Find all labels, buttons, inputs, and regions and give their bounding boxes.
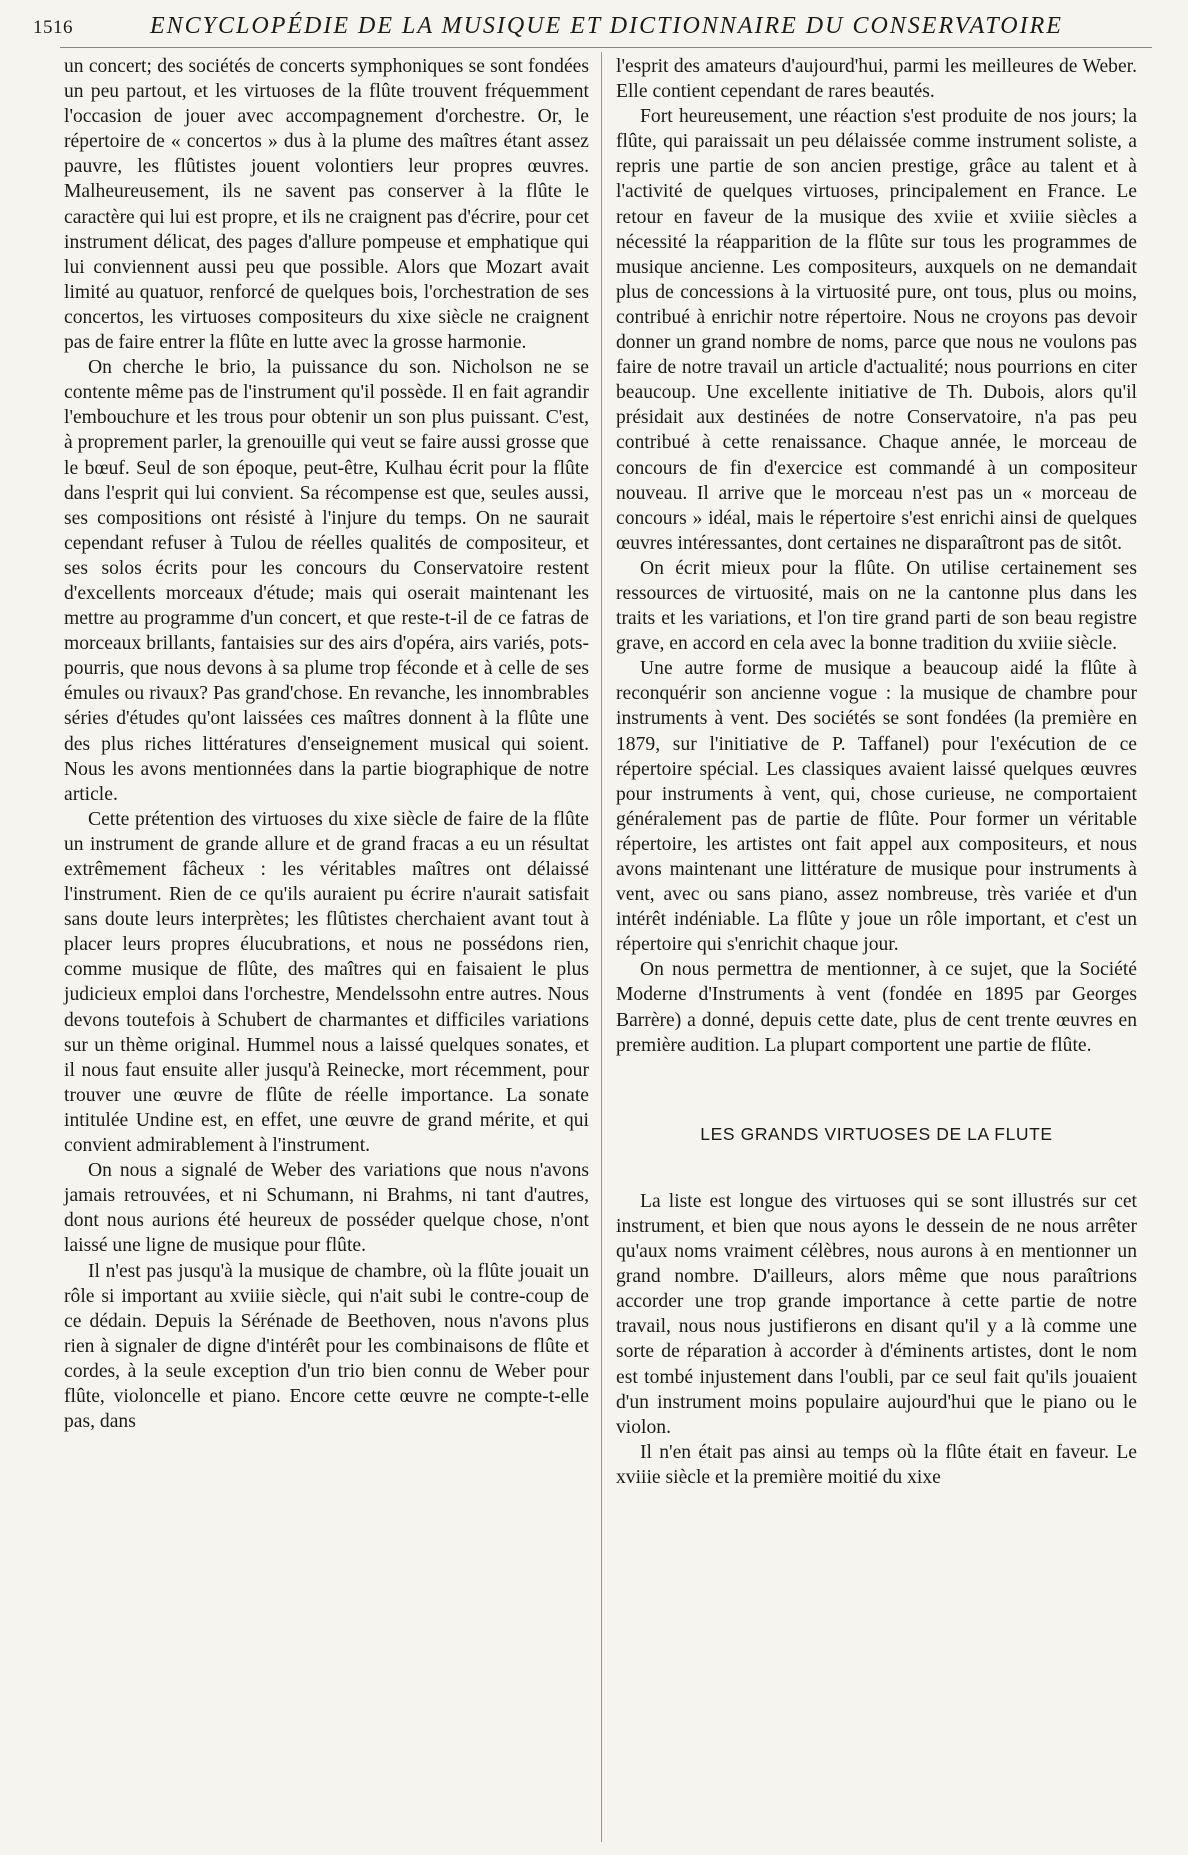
paragraph: On cherche le brio, la puissance du son. Nicholson ne se contente même pas de l'instrument qu'il possède. Il en fait agrandir l'embouchure et les trous pour obtenir un son plus puissant. C'est, à proprement parler, la grenouille qui veut se faire aussi grosse que le bœuf. Seul de son époque, peut-être, Kulhau écrit pour la flûte dans l'esprit qui lui convient. Sa récompense est que, seules aussi, ses compositions ont résisté à l'injure du temps. On ne saurait cependant refuser à Tulou de réelles qualités de compositeur, et ses solos écrits pour les concours du Conservatoire restent d'excellents morceaux d'étude; mais qui oserait maintenant les mettre au programme d'un concert, et que reste-t-il de ce fatras de morceaux brillants, fantaisies sur des airs d'opéra, airs variés, pots-pourris, que nous devons à sa plume trop féconde et à celle de ses émules ou rivaux? Pas grand'chose. En revanche, les innombrables séries d'études qu'ont laissées ces maîtres donnent à la flûte une des plus riches littératures d'enseignement musical qui soient. Nous les avons mentionnées dans la partie biographique de notre article. bbox=[64, 357, 589, 805]
header-rule bbox=[60, 47, 1152, 48]
left-column bbox=[64, 54, 589, 1434]
paragraph: On nous permettra de mentionner, à ce sujet, que la Société Moderne d'Instruments à vent (fondée en 1895 par Georges Barrère) a donné, depuis cette date, plus de cent trente œuvres en première audition. La plupart comportent une partie de flûte. bbox=[616, 959, 1137, 1056]
paragraph: Une autre forme de musique a beaucoup aidé la flûte à reconquérir son ancienne vogue : la musique de chambre pour instruments à vent. Des sociétés se sont fondées (la première en 1879, sur l'initiative de P. Taffanel) pour l'exécution de ce répertoire spécial. Les classiques avaient laissé quelques œuvres pour instruments à vent, qui, chose curieuse, ne comportaient généralement pas de partie de flûte. Pour former un véritable répertoire, les artistes ont fait appel aux compositeurs, et nous avons maintenant une littérature de musique pour instruments à vent, avec ou sans piano, assez nombreuse, très variée et d'un intérêt indéniable. La flûte y joue un rôle important, et c'est un répertoire qui s'enrichit chaque jour. bbox=[616, 658, 1137, 956]
paragraph: On nous a signalé de Weber des variations que nous n'avons jamais retrouvées, et ni Schumann, ni Brahms, ni tant d'autres, dont nous aurions été heureux de posséder quelque chose, n'ont laissé une ligne de musique pour flûte. bbox=[64, 1160, 589, 1257]
paragraph: l'esprit des amateurs d'aujourd'hui, parmi les meilleures de Weber. Elle contient cependant de rares beautés. bbox=[616, 56, 1137, 103]
paragraph: Fort heureusement, une réaction s'est produite de nos jours; la flûte, qui paraissait un peu délaissée comme instrument soliste, a repris une partie de son ancien prestige, grâce au talent et à l'activité de quelques virtuoses, principalement en France. Le retour en faveur de la musique des xviie et xviiie siècles a nécessité la réapparition de la flûte sur tous les programmes de musique ancienne. Les compositeurs, auxquels on ne demandait plus de concessions à la virtuosité pure, ont tous, plus ou moins, contribué à enrichir notre répertoire. Nous ne croyons pas devoir donner un grand nombre de noms, parce que nous ne voulons pas faire de notre travail un article d'actualité; nous pourrions en citer beaucoup. Une excellente initiative de Th. Dubois, alors qu'il présidait aux destinées de notre Conservatoire, n'a pas peu contribué à cette renaissance. Chaque année, le morceau de concours de fin d'exercice est commandé à un compositeur nouveau. Il arrive que le morceau n'est pas un « morceau de concours » idéal, mais le répertoire s'est enrichi ainsi de quelques œuvres intéressantes, dont certaines ne disparaîtront pas de sitôt. bbox=[616, 106, 1137, 554]
paragraph: un concert; des sociétés de concerts symphoniques se sont fondées un peu partout, et les virtuoses de la flûte trouvent fréquemment l'occasion de jouer avec accompagnement d'orchestre. Or, le répertoire de « concertos » dus à la plume des maîtres étant assez pauvre, les flûtistes jouent volontiers leur propres œuvres. Malheureusement, ils ne savent pas conserver à la flûte le caractère qui lui est propre, et ils ne craignent pas d'écrire, pour cet instrument délicat, des pages d'allure pompeuse et emphatique qui lui conviennent aussi peu que possible. Alors que Mozart avait limité au quatuor, renforcé de quelques bois, l'orchestration de ses concertos, les virtuoses compositeurs du xixe siècle ne craignent pas de faire entrer la flûte en lutte avec la grosse harmonie. bbox=[64, 56, 589, 354]
section-heading: LES GRANDS VIRTUOSES DE LA FLUTE bbox=[700, 1123, 1053, 1144]
running-title: ENCYCLOPÉDIE DE LA MUSIQUE ET DICTIONNAIRE DU CONSERVATOIRE bbox=[150, 13, 1063, 39]
paragraph: Cette prétention des virtuoses du xixe siècle de faire de la flûte un instrument de grande allure et de grand fracas a eu un résultat extrêmement fâcheux : les véritables maîtres ont délaissé l'instrument. Rien de ce qu'ils auraient pu écrire n'aurait satisfait sans doute leurs interprètes; les flûtistes cherchaient avant tout à placer leurs propres élucubrations, et nous ne possédons rien, comme musique de flûte, des maîtres qui en faisaient le plus judicieux emploi dans l'orchestre, Mendelssohn entre autres. Nous devons toutefois à Schubert de charmantes et difficiles variations sur un thème original. Hummel nous a laissé quelques sonates, et il nous faut ensuite aller jusqu'à Reinecke, mort récemment, pour trouver une œuvre de flûte de réelle importance. La sonate intitulée Undine est, en effet, une œuvre de grand mérite, et qui convient admirablement à l'instrument. bbox=[64, 808, 589, 1157]
paragraph: La liste est longue des virtuoses qui se sont illustrés sur cet instrument, et bien que nous ayons le dessein de ne nous arrêter qu'aux noms vraiment célèbres, nous aurons à en mentionner un grand nombre. D'ailleurs, alors même que nous paraîtrions accorder une trop grande importance à cette partie de notre travail, nous nous justifierons en disant qu'il y a là comme une sorte de réparation à accorder à d'éminents artistes, dont le nom est tombé injustement dans l'oubli, par ce seul fait qu'ils jouaient d'un instrument moins populaire aujourd'hui que le piano ou le violon. bbox=[616, 1190, 1137, 1438]
page-number: 1516 bbox=[33, 17, 73, 38]
paragraph: On écrit mieux pour la flûte. On utilise certainement ses ressources de virtuosité, mais on ne la cantonne plus dans les traits et les variations, et l'on tire grand parti de son beau registre grave, en accord en cela avec la bonne tradition du xviiie siècle. bbox=[616, 557, 1137, 655]
right-column bbox=[616, 54, 1137, 1490]
column-divider bbox=[601, 52, 602, 1842]
paragraph: Il n'est pas jusqu'à la musique de chambre, où la flûte jouait un rôle si important au xviiie siècle, qui n'ait subi le contre-coup de ce dédain. Depuis la Sérénade de Beethoven, nous n'avons plus rien à signaler de digne d'intérêt pour les combinaisons de flûte et cordes, à la seule exception d'un trio bien connu de Weber pour flûte, violoncelle et piano. Encore cette œuvre ne compte-t-elle pas, dans bbox=[64, 1260, 589, 1433]
paragraph: Il n'en était pas ainsi au temps où la flûte était en faveur. Le xviiie siècle et la première moitié du xixe bbox=[616, 1441, 1137, 1488]
